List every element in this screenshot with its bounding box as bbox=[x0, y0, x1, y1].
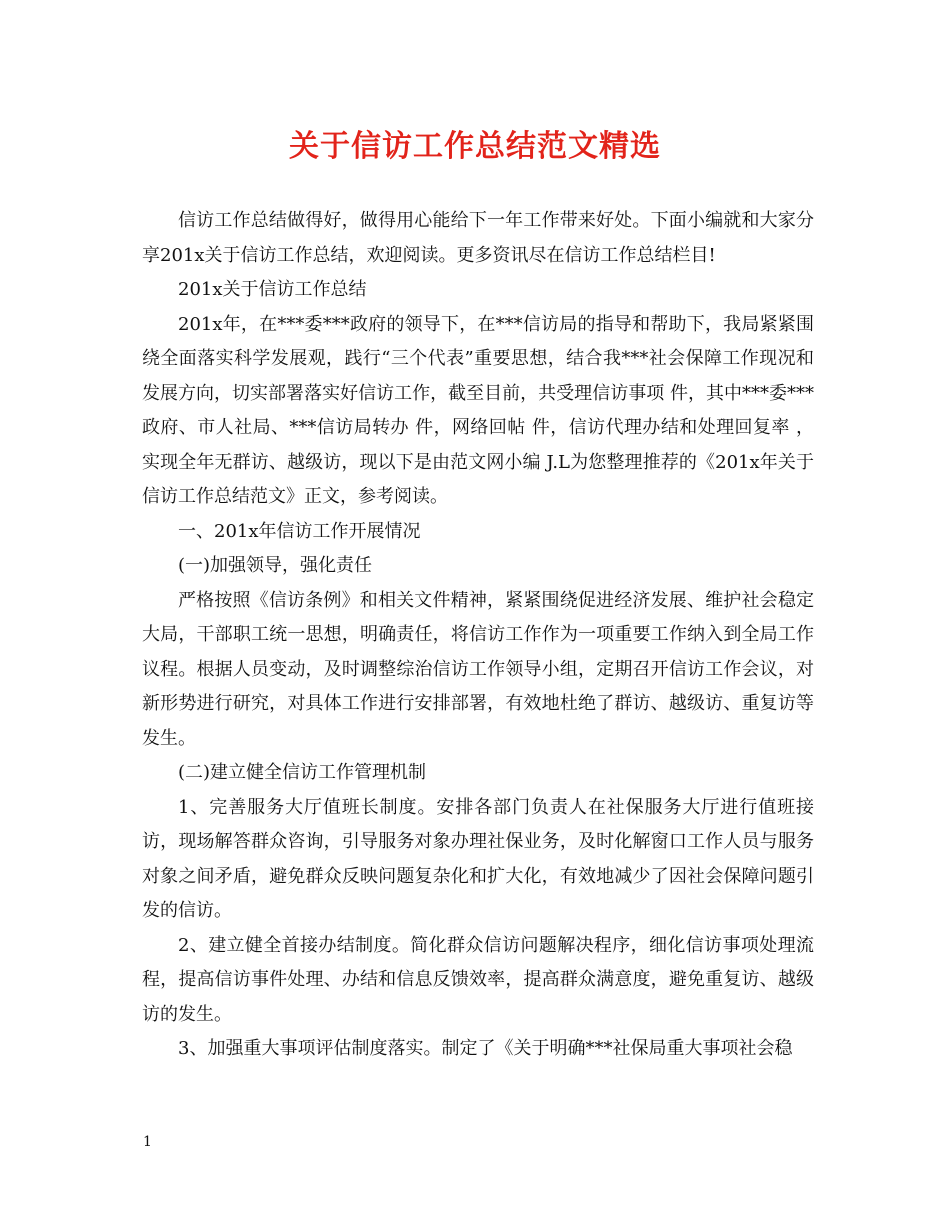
body-paragraph: 201x年，在***委***政府的领导下，在***信访局的指导和帮助下，我局紧紧围绕全面落实科学发展观，践行“三个代表”重要思想，结合我***社会保障工作现况和发展方向，切实部署落实好信访工作，截至目前，共受理信访事项 件，其中***委***政府、市人社局、***信访局转办 件，网络回帖 件，信访代理办结和处理回复率 ，实现全年无群访、越级访，现以下是由范文网小编 J.L为您整理推荐的《201x年关于信访工作总结范文》正文，参考阅读。 bbox=[142, 313, 814, 507]
list-paragraph: 3、加强重大事项评估制度落实。制定了《关于明确***社保局重大事项社会稳 bbox=[178, 1038, 793, 1059]
document-body bbox=[142, 204, 814, 1067]
subsection-heading: (一)加强领导，强化责任 bbox=[178, 555, 373, 576]
list-paragraph: 2、建立健全首接办结制度。简化群众信访问题解决程序，细化信访事项处理流程，提高信访事件处理、办结和信息反馈效率，提高群众满意度，避免重复访、越级访的发生。 bbox=[142, 934, 814, 1025]
intro-paragraph: 信访工作总结做得好，做得用心能给下一年工作带来好处。下面小编就和大家分享201x关于信访工作总结，欢迎阅读。更多资讯尽在信访工作总结栏目! bbox=[142, 210, 814, 266]
page-title: 关于信访工作总结范文精选 bbox=[289, 129, 661, 164]
subsection-heading: (二)建立健全信访工作管理机制 bbox=[178, 762, 427, 783]
page-number: 1 bbox=[143, 1134, 152, 1150]
body-paragraph: 严格按照《信访条例》和相关文件精神，紧紧围绕促进经济发展、维护社会稳定大局，干部职工统一思想，明确责任，将信访工作作为一项重要工作纳入到全局工作议程。根据人员变动，及时调整综治信访工作领导小组，定期召开信访工作会议，对新形势进行研究，对具体工作进行安排部署，有效地杜绝了群访、越级访、重复访等发生。 bbox=[142, 589, 814, 749]
section-heading: 一、201x年信访工作开展情况 bbox=[178, 520, 421, 542]
list-paragraph: 1、完善服务大厅值班长制度。安排各部门负责人在社保服务大厅进行值班接访，现场解答群众咨询，引导服务对象办理社保业务，及时化解窗口工作人员与服务对象之间矛盾，避免群众反映问题复杂化和扩大化，有效地减少了因社会保障问题引发的信访。 bbox=[142, 796, 814, 921]
subtitle-paragraph: 201x关于信访工作总结 bbox=[178, 279, 367, 300]
